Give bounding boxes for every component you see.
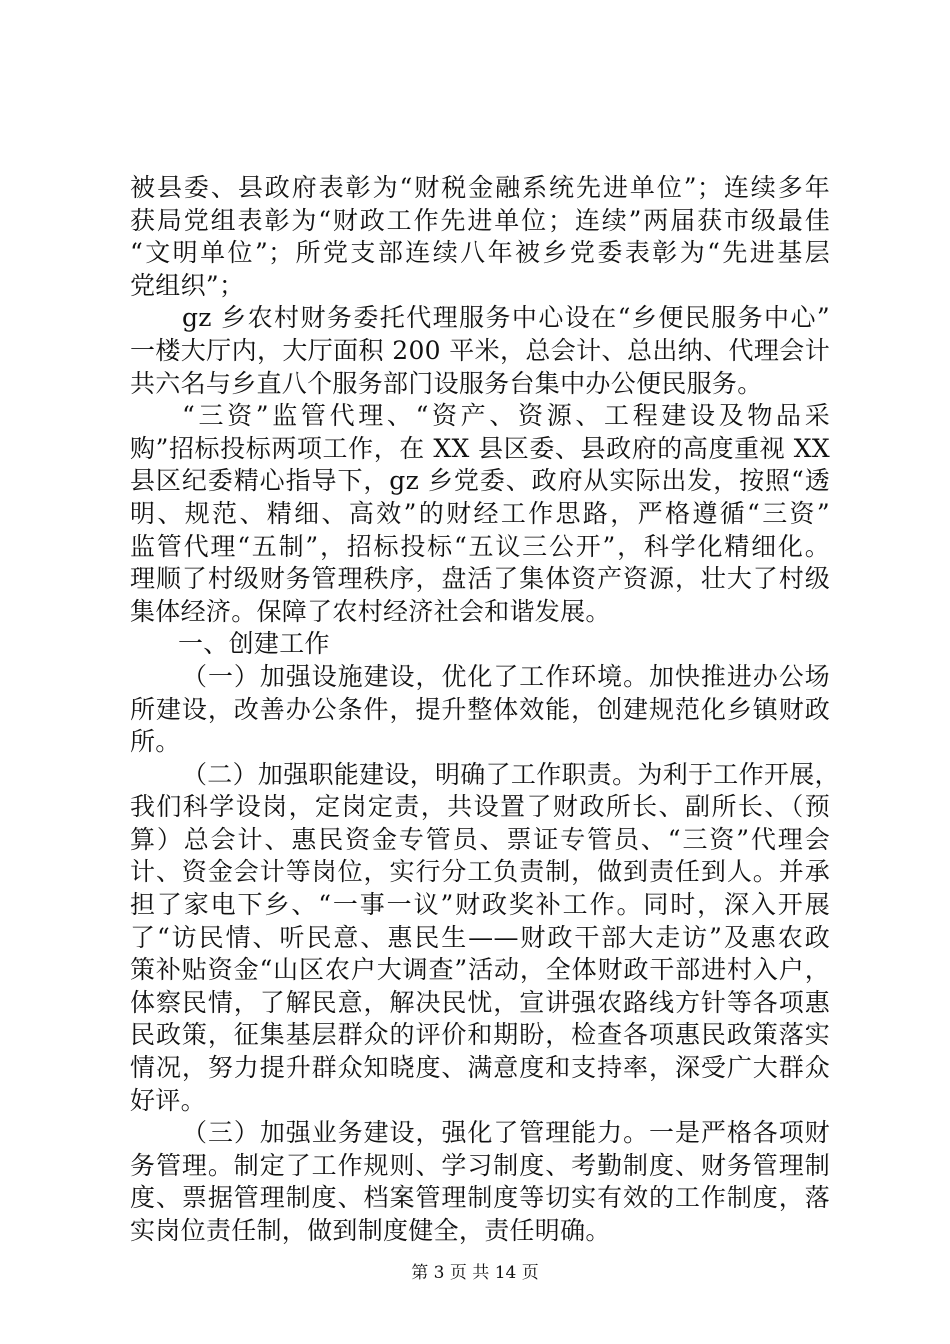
text-line: 理顺了村级财务管理秩序，盘活了集体资产资源，壮大了村级	[130, 564, 830, 594]
text-line: 被县委、县政府表彰为“财税金融系统先进单位”；连续多年	[130, 173, 830, 202]
text-line: 监管代理“五制”，招标投标“五议三公开”，科学化精细化。	[130, 531, 830, 561]
text-line: 情况，努力提升群众知晓度、满意度和支持率，深受广大群众	[130, 1053, 830, 1083]
text-line: 所建设，改善办公条件，提升整体效能，创建规范化乡镇财政	[130, 694, 830, 724]
text-line: “文明单位”；所党支部连续八年被乡党委表彰为“先进基层	[130, 238, 830, 268]
text-line: 购”招标投标两项工作，在 XX 县区委、县政府的高度重视 XX	[130, 433, 830, 463]
text-line: （二）加强职能建设，明确了工作职责。为利于工作开展，	[182, 759, 840, 789]
text-line: 实岗位责任制，做到制度健全，责任明确。	[130, 1216, 611, 1245]
text-line: 明、规范、精细、高效”的财经工作思路，严格遵循“三资”	[130, 498, 830, 528]
text-line: 集体经济。保障了农村经济社会和谐发展。	[130, 596, 611, 626]
text-line: 了“访民情、听民意、惠民生——财政干部大走访”及惠农政	[130, 922, 830, 952]
text-line: 一楼大厅内，大厅面积 200 平米，总会计、总出纳、代理会计	[130, 335, 830, 365]
page-number-label: 第 3 页 共 14 页	[411, 1263, 539, 1283]
text-line: 县区纪委精心指导下，gz 乡党委、政府从实际出发，按照“透	[130, 466, 830, 496]
text-line: 党组织”；	[130, 270, 245, 300]
text-line: gz 乡农村财务委托代理服务中心设在“乡便民服务中心”	[182, 303, 830, 333]
text-line: 担了家电下乡、“一事一议”财政奖补工作。同时，深入开展	[130, 890, 830, 920]
text-line: 策补贴资金“山区农户大调查”活动，全体财政干部进村入户，	[130, 955, 830, 985]
text-line: 我们科学设岗，定岗定责，共设置了财政所长、副所长、（预	[130, 792, 830, 822]
text-line: 好评。	[130, 1085, 206, 1115]
text-line: 民政策，征集基层群众的评价和期盼，检查各项惠民政策落实	[130, 1020, 830, 1050]
text-line: 算）总会计、惠民资金专管员、票证专管员、“三资”代理会	[130, 824, 830, 854]
text-line: 获局党组表彰为“财政工作先进单位；连续”两届获市级最佳	[130, 205, 830, 235]
text-line: 体察民情，了解民意，解决民忧，宣讲强农路线方针等各项惠	[130, 987, 830, 1017]
text-line: （一）加强设施建设，优化了工作环境。加快推进办公场	[182, 661, 830, 691]
text-line: “三资”监管代理、“资产、资源、工程建设及物品采	[182, 401, 830, 431]
text-line: 所。	[130, 727, 181, 757]
text-line: 度、票据管理制度、档案管理制度等切实有效的工作制度，落	[130, 1183, 830, 1213]
document-body	[130, 172, 840, 1248]
text-line: 共六名与乡直八个服务部门设服务台集中办公便民服务。	[130, 368, 763, 398]
text-line: 一、创建工作	[178, 629, 330, 659]
text-line: 计、资金会计等岗位，实行分工负责制，做到责任到人。并承	[130, 857, 830, 887]
page-footer	[0, 1262, 950, 1284]
text-line: 务管理。制定了工作规则、学习制度、考勤制度、财务管理制	[130, 1150, 830, 1180]
text-line: （三）加强业务建设，强化了管理能力。一是严格各项财	[182, 1118, 830, 1148]
